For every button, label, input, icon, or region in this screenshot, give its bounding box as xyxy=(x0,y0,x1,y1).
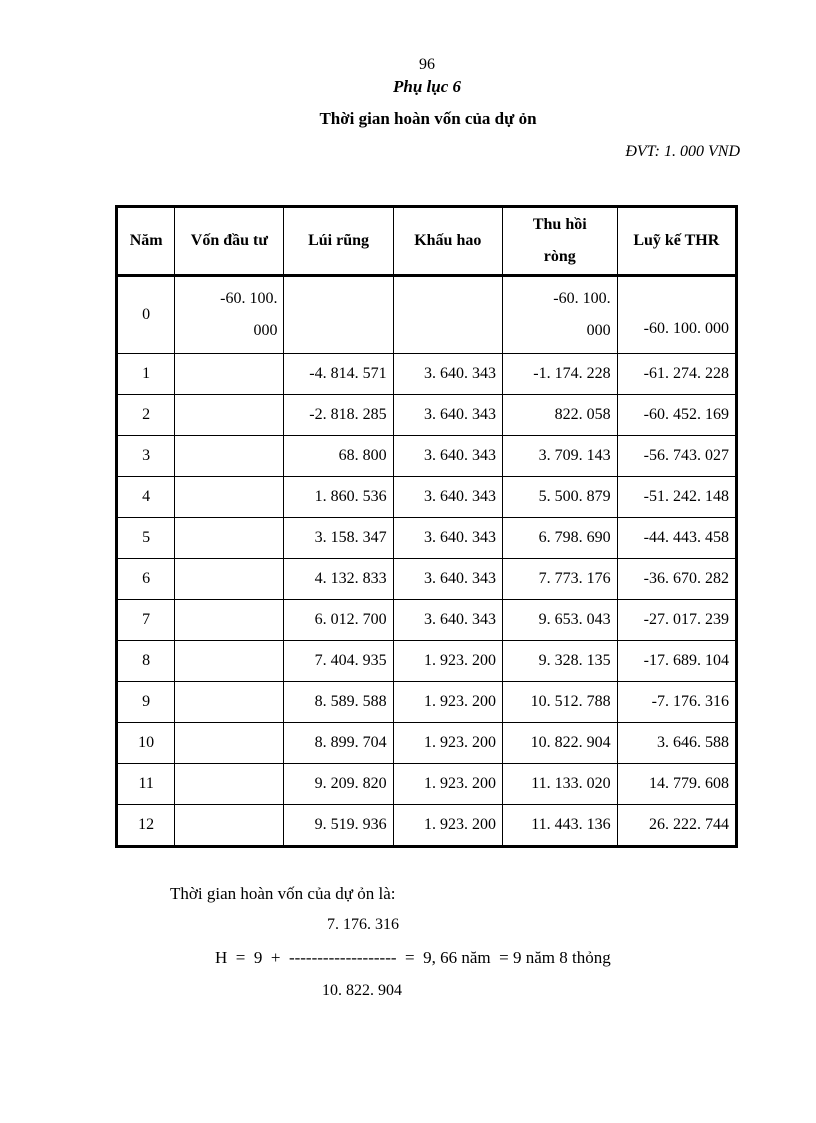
cell-net: 5. 500. 879 xyxy=(502,477,617,518)
cell-profit: 7. 404. 935 xyxy=(284,641,393,682)
cell-profit: 8. 899. 704 xyxy=(284,723,393,764)
cell-depreciation: 1. 923. 200 xyxy=(393,641,502,682)
cell-net: 10. 822. 904 xyxy=(502,723,617,764)
header-profit: Lúi rũng xyxy=(284,207,393,276)
cell-net: 11. 133. 020 xyxy=(502,764,617,805)
cell-net: 9. 653. 043 xyxy=(502,600,617,641)
cell-investment xyxy=(175,559,284,600)
cell-cumulative: -60. 100. 000 xyxy=(617,276,736,354)
cell-net: -1. 174. 228 xyxy=(502,354,617,395)
payback-table xyxy=(115,205,738,848)
cell-year: 8 xyxy=(117,641,175,682)
cell-net: 3. 709. 143 xyxy=(502,436,617,477)
table-row xyxy=(117,723,737,764)
cell-profit: -4. 814. 571 xyxy=(284,354,393,395)
cell-profit xyxy=(284,276,393,354)
table-row xyxy=(117,682,737,723)
page-title: Thời gian hoàn vốn của dự ỏn xyxy=(319,109,537,128)
cell-depreciation: 1. 923. 200 xyxy=(393,682,502,723)
cell-depreciation xyxy=(393,276,502,354)
cell-investment xyxy=(175,641,284,682)
cell-year: 5 xyxy=(117,518,175,559)
cell-cumulative: -44. 443. 458 xyxy=(617,518,736,559)
cell-year: 1 xyxy=(117,354,175,395)
cell-cumulative: -27. 017. 239 xyxy=(617,600,736,641)
formula-intro: Thời gian hoàn vốn của dự ỏn là: xyxy=(170,884,396,903)
cell-net: 9. 328. 135 xyxy=(502,641,617,682)
cell-depreciation: 3. 640. 343 xyxy=(393,436,502,477)
cell-profit: 3. 158. 347 xyxy=(284,518,393,559)
cell-cumulative: -17. 689. 104 xyxy=(617,641,736,682)
table-row xyxy=(117,477,737,518)
cell-cumulative: -51. 242. 148 xyxy=(617,477,736,518)
header-net-recovery xyxy=(502,207,617,276)
table-row xyxy=(117,518,737,559)
cell-depreciation: 3. 640. 343 xyxy=(393,600,502,641)
header-cumulative: Luỹ kế THR xyxy=(617,207,736,276)
table-row xyxy=(117,805,737,847)
cell-depreciation: 3. 640. 343 xyxy=(393,477,502,518)
table-row xyxy=(117,600,737,641)
table-row xyxy=(117,276,737,354)
cell-cumulative: -7. 176. 316 xyxy=(617,682,736,723)
cell-investment xyxy=(175,682,284,723)
formula-denominator: 10. 822. 904 xyxy=(322,982,402,999)
cell-investment xyxy=(175,764,284,805)
cell-year: 4 xyxy=(117,477,175,518)
cell-net: 10. 512. 788 xyxy=(502,682,617,723)
formula-numerator: 7. 176. 316 xyxy=(327,916,399,933)
cell-depreciation: 1. 923. 200 xyxy=(393,723,502,764)
cell-investment xyxy=(175,600,284,641)
cell-investment xyxy=(175,805,284,847)
table-header-row xyxy=(117,207,737,276)
cell-cumulative: 26. 222. 744 xyxy=(617,805,736,847)
cell-depreciation: 1. 923. 200 xyxy=(393,805,502,847)
cell-cumulative: 14. 779. 608 xyxy=(617,764,736,805)
cell-year: 9 xyxy=(117,682,175,723)
cell-year: 0 xyxy=(117,276,175,354)
table-row xyxy=(117,559,737,600)
page-number: 96 xyxy=(419,56,435,73)
cell-profit: -2. 818. 285 xyxy=(284,395,393,436)
cell-investment xyxy=(175,354,284,395)
cell-net-line2: 000 xyxy=(586,322,611,339)
cell-cumulative: 3. 646. 588 xyxy=(617,723,736,764)
table-row xyxy=(117,764,737,805)
header-depreciation: Khấu hao xyxy=(393,207,502,276)
cell-depreciation: 3. 640. 343 xyxy=(393,395,502,436)
cell-year: 7 xyxy=(117,600,175,641)
cell-investment xyxy=(175,518,284,559)
cell-investment xyxy=(175,436,284,477)
cell-net: 822. 058 xyxy=(502,395,617,436)
cell-cumulative: -56. 743. 027 xyxy=(617,436,736,477)
cell-year: 12 xyxy=(117,805,175,847)
cell-investment-line2: 000 xyxy=(253,322,278,339)
cell-net: 7. 773. 176 xyxy=(502,559,617,600)
cell-net: 11. 443. 136 xyxy=(502,805,617,847)
cell-cumulative: -36. 670. 282 xyxy=(617,559,736,600)
cell-year: 2 xyxy=(117,395,175,436)
cell-year: 11 xyxy=(117,764,175,805)
header-net-line2: ròng xyxy=(543,248,576,265)
cell-cumulative: -60. 452. 169 xyxy=(617,395,736,436)
header-net-line1: Thu hồi xyxy=(532,216,587,233)
cell-cumulative: -61. 274. 228 xyxy=(617,354,736,395)
cell-depreciation: 3. 640. 343 xyxy=(393,518,502,559)
table-row xyxy=(117,641,737,682)
cell-year: 6 xyxy=(117,559,175,600)
cell-investment xyxy=(175,723,284,764)
cell-profit: 68. 800 xyxy=(284,436,393,477)
cell-investment xyxy=(175,395,284,436)
header-investment: Vốn đầu tư xyxy=(175,207,284,276)
table-row xyxy=(117,354,737,395)
cell-profit: 4. 132. 833 xyxy=(284,559,393,600)
cell-investment xyxy=(175,477,284,518)
cell-profit: 1. 860. 536 xyxy=(284,477,393,518)
cell-profit: 8. 589. 588 xyxy=(284,682,393,723)
cell-net xyxy=(502,276,617,354)
cell-net: 6. 798. 690 xyxy=(502,518,617,559)
cell-profit: 9. 519. 936 xyxy=(284,805,393,847)
header-year: Năm xyxy=(117,207,175,276)
cell-profit: 9. 209. 820 xyxy=(284,764,393,805)
cell-profit: 6. 012. 700 xyxy=(284,600,393,641)
cell-year: 10 xyxy=(117,723,175,764)
cell-year: 3 xyxy=(117,436,175,477)
cell-depreciation: 3. 640. 343 xyxy=(393,354,502,395)
table-row xyxy=(117,395,737,436)
cell-depreciation: 3. 640. 343 xyxy=(393,559,502,600)
appendix-label: Phụ lục 6 xyxy=(392,77,462,96)
cell-net-line1: -60. 100. xyxy=(553,290,611,307)
cell-investment-line1: -60. 100. xyxy=(220,290,278,307)
unit-label: ĐVT: 1. 000 VND xyxy=(625,143,740,160)
formula-line: H = 9 + ------------------- = 9, 66 năm = 9 năm 8 thỏng xyxy=(215,948,611,967)
cell-investment xyxy=(175,276,284,354)
table-row xyxy=(117,436,737,477)
cell-depreciation: 1. 923. 200 xyxy=(393,764,502,805)
